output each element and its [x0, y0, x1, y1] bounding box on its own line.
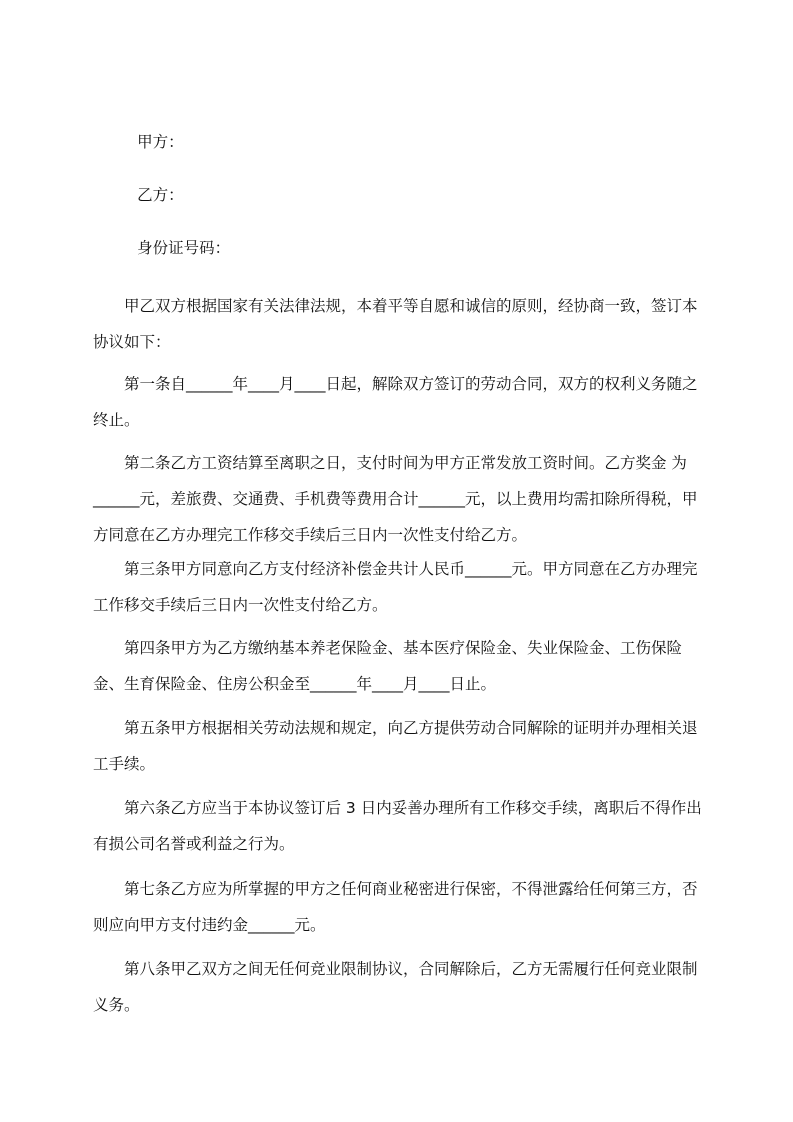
intro-paragraph: 甲乙双方根据国家有关法律法规，本着平等自愿和诚信的原则，经协商一致，签订本协议如下：	[93, 297, 698, 351]
clause-4: 第四条甲方为乙方缴纳基本养老保险金、基本医疗保险金、失业保险金、工伤保险金、生育保险金、住房公积金至______年____月____日止。	[93, 639, 683, 693]
clause-6: 第六条乙方应当于本协议签订后 3 日内妥善办理所有工作移交手续，离职后不得作出有损公司名誉或利益之行为。	[93, 799, 702, 853]
party-b-field: 乙方：	[137, 186, 184, 204]
clause-1: 第一条自______年____月____日起，解除双方签订的劳动合同，双方的权利义务随之终止。	[93, 375, 698, 429]
party-a-field: 甲方：	[137, 133, 184, 151]
clause-5: 第五条甲方根据相关劳动法规和规定，向乙方提供劳动合同解除的证明并办理相关退工手续。	[93, 719, 698, 773]
clause-3: 第三条甲方同意向乙方支付经济补偿金共计人民币______元。甲方同意在乙方办理完工作移交手续后三日内一次性支付给乙方。	[93, 560, 698, 614]
clause-2: 第二条乙方工资结算至离职之日，支付时间为甲方正常发放工资时间。乙方奖金 为______元，差旅费、交通费、手机费等费用合计______元，以上费用均需扣除所得税，甲方同意在乙方办理完工作移交手续后三日内一次性支付给乙方。	[93, 454, 698, 544]
clause-8: 第八条甲乙双方之间无任何竞业限制协议，合同解除后，乙方无需履行任何竞业限制义务。	[93, 960, 698, 1014]
clause-7: 第七条乙方应为所掌握的甲方之任何商业秘密进行保密，不得泄露给任何第三方，否则应向甲方支付违约金______元。	[93, 880, 698, 934]
id-number-field: 身份证号码：	[137, 239, 231, 257]
